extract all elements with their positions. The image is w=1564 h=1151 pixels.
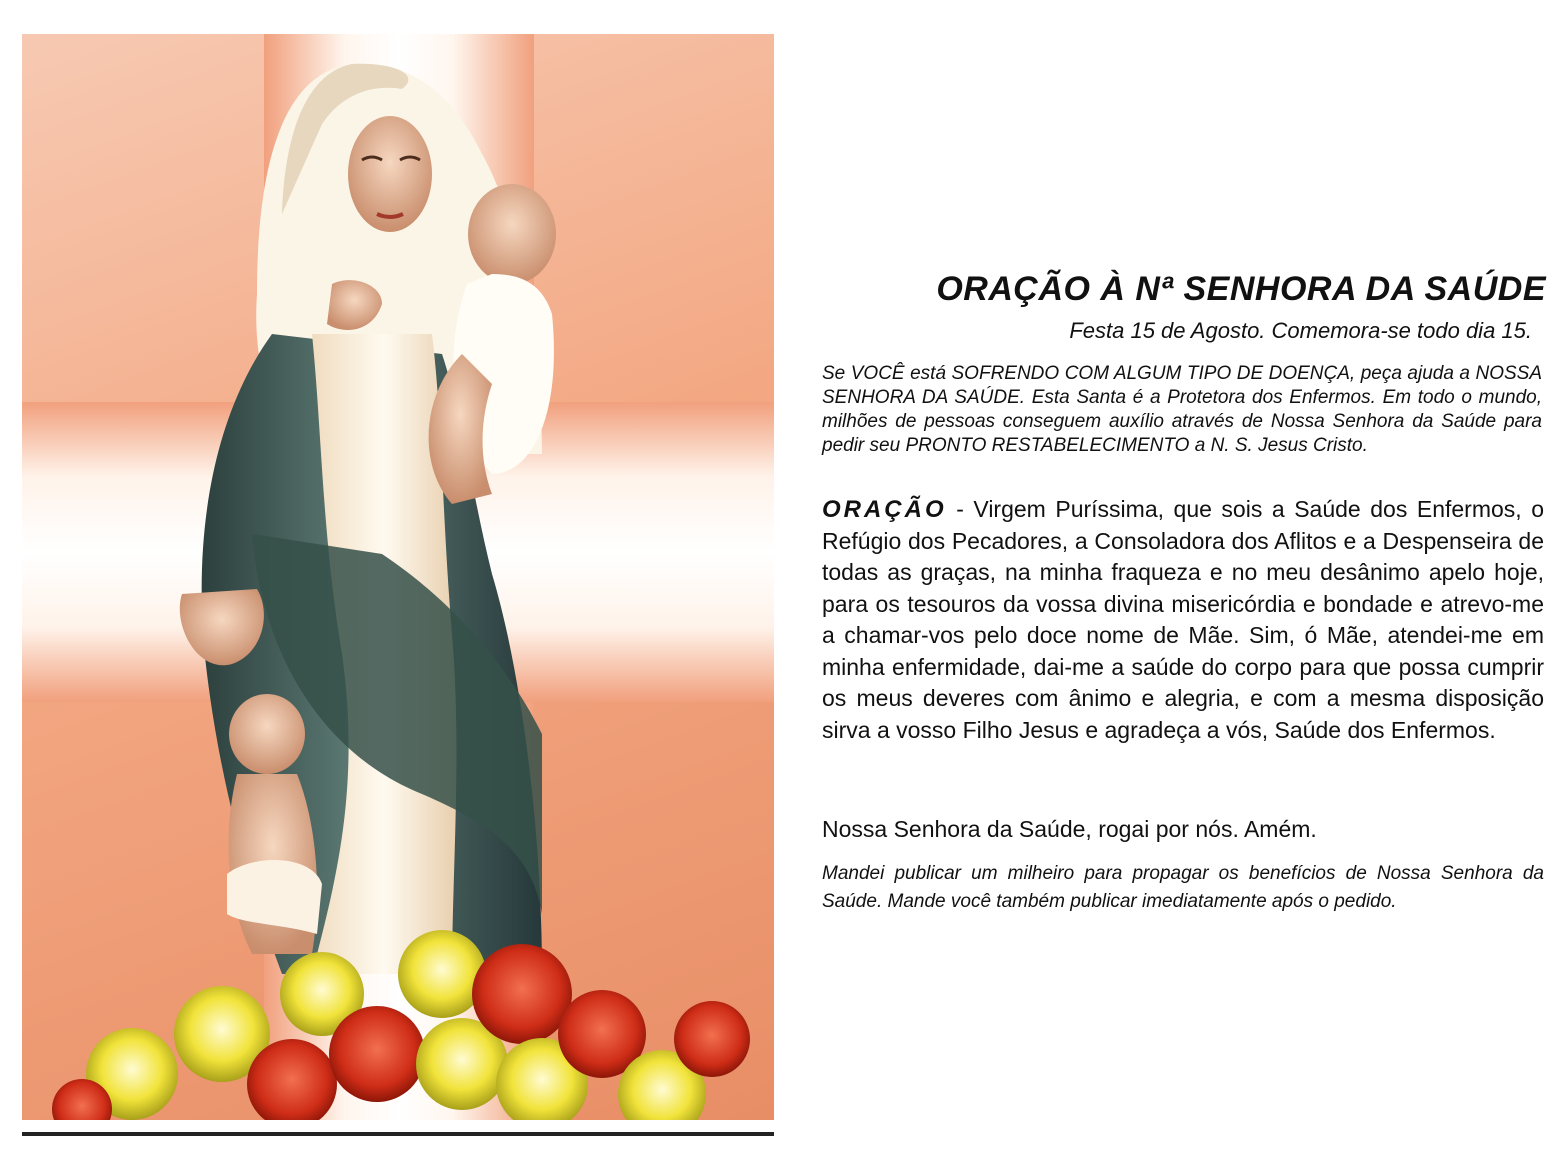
page-title: ORAÇÃO À Nª SENHORA DA SAÚDE [936, 270, 1546, 308]
feast-date-subtitle: Festa 15 de Agosto. Comemora-se todo dia 15. [1069, 318, 1532, 343]
intro-paragraph: Se VOCÊ está SOFRENDO COM ALGUM TIPO DE DOENÇA, peça ajuda a NOSSA SENHORA DA SAÚDE. Esta Santa é a Protetora dos Enfermos. Em todo o mundo, milhões de pessoas conseguem auxílio através de Nossa Senhora da Saúde para pedir seu PRONTO RESTABELECIMENTO a N. S. Jesus Cristo. [822, 363, 1542, 456]
roses-bouquet [52, 930, 750, 1120]
our-lady-of-health-statue-illustration [22, 34, 774, 1120]
prayer-label: ORAÇÃO [822, 496, 947, 523]
prayer-paragraph [822, 494, 1544, 746]
card-bottom-rule [22, 1132, 774, 1136]
saint-image [22, 34, 774, 1120]
publication-note: Mandei publicar um milheiro para propagar os benefícios de Nossa Senhora da Saúde. Mande você também publicar imediatamente após o pedido. [822, 863, 1544, 912]
closing-invocation: Nossa Senhora da Saúde, rogai por nós. Amém. [822, 816, 1317, 842]
prayer-text: - Virgem Puríssima, que sois a Saúde dos Enfermos, o Refúgio dos Pecadores, a Consoladora dos Aflitos e a Despenseira de todas as graças, na minha fraqueza e no meu desânimo apelo hoje, para os tesouros da vossa divina misericórdia e bondade e atrevo-me a chamar-vos pelo doce nome de Mãe. Sim, ó Mãe, atendei-me em minha enfermidade, dai-me a saúde do corpo para que possa cumprir os meus deveres com ânimo e alegria, e com a mesma disposição sirva a vosso Filho Jesus e agradeça a vós, Saúde dos Enfermos. [822, 496, 1544, 743]
